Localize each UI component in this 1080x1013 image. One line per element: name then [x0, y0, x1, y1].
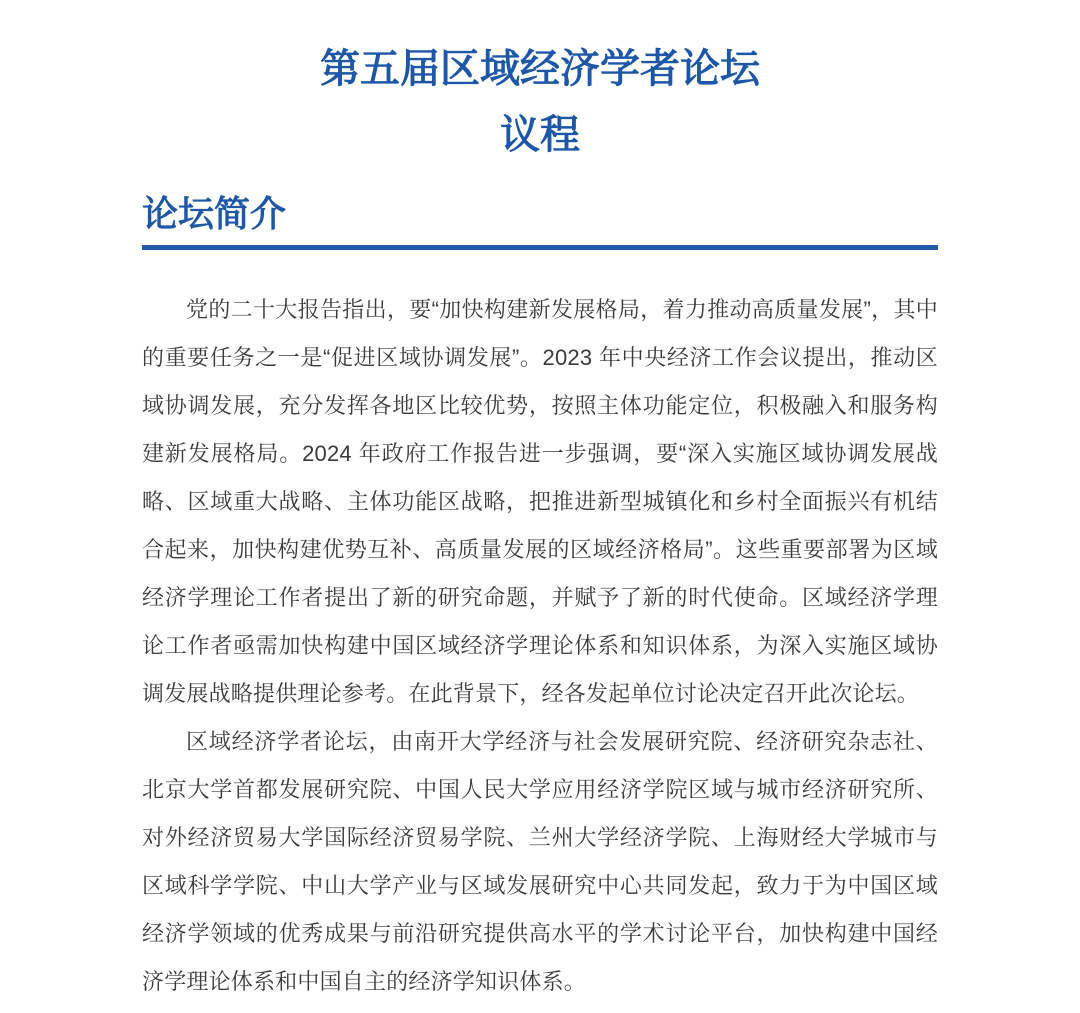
forum-intro-section [142, 192, 938, 1006]
document-title: 第五届区域经济学者论坛 [320, 47, 760, 91]
intro-paragraph-2: 区域经济学者论坛，由南开大学经济与社会发展研究院、经济研究杂志社、北京大学首都发展研究院、中国人民大学应用经济学院区域与城市经济研究所、对外经济贸易大学国际经济贸易学院、兰州大学经济学院、上海财经大学城市与区域科学学院、中山大学产业与区域发展研究中心共同发起，致力于为中国区域经济学领域的优秀成果与前沿研究提供高水平的学术讨论平台，加快构建中国经济学理论体系和中国自主的经济学知识体系。 [142, 729, 938, 995]
document-subtitle: 议程 [500, 113, 580, 157]
forum-agenda-document [142, 0, 938, 1006]
document-title-block [142, 0, 938, 168]
section-heading: 论坛简介 [142, 193, 287, 234]
intro-paragraph-1: 党的二十大报告指出，要“加快构建新发展格局，着力推动高质量发展”，其中的重要任务之一是“促进区域协调发展”。2023 年中央经济工作会议提出，推动区域协调发展，充分发挥各地区比较优势，按照主体功能定位，积极融入和服务构建新发展格局。2024 年政府工作报告进一步强调，要“深入实施区域协调发展战略、区域重大战略、主体功能区战略，把推进新型城镇化和乡村全面振兴有机结合起来，加快构建优势互补、高质量发展的区域经济格局”。这些重要部署为区域经济学理论工作者提出了新的研究命题，并赋予了新的时代使命。区域经济学理论工作者亟需加快构建中国区域经济学理论体系和知识体系，为深入实施区域协调发展战略提供理论参考。在此背景下，经各发起单位讨论决定召开此次论坛。 [142, 297, 938, 707]
document-header [142, 0, 938, 168]
section-divider-rule [142, 245, 938, 250]
